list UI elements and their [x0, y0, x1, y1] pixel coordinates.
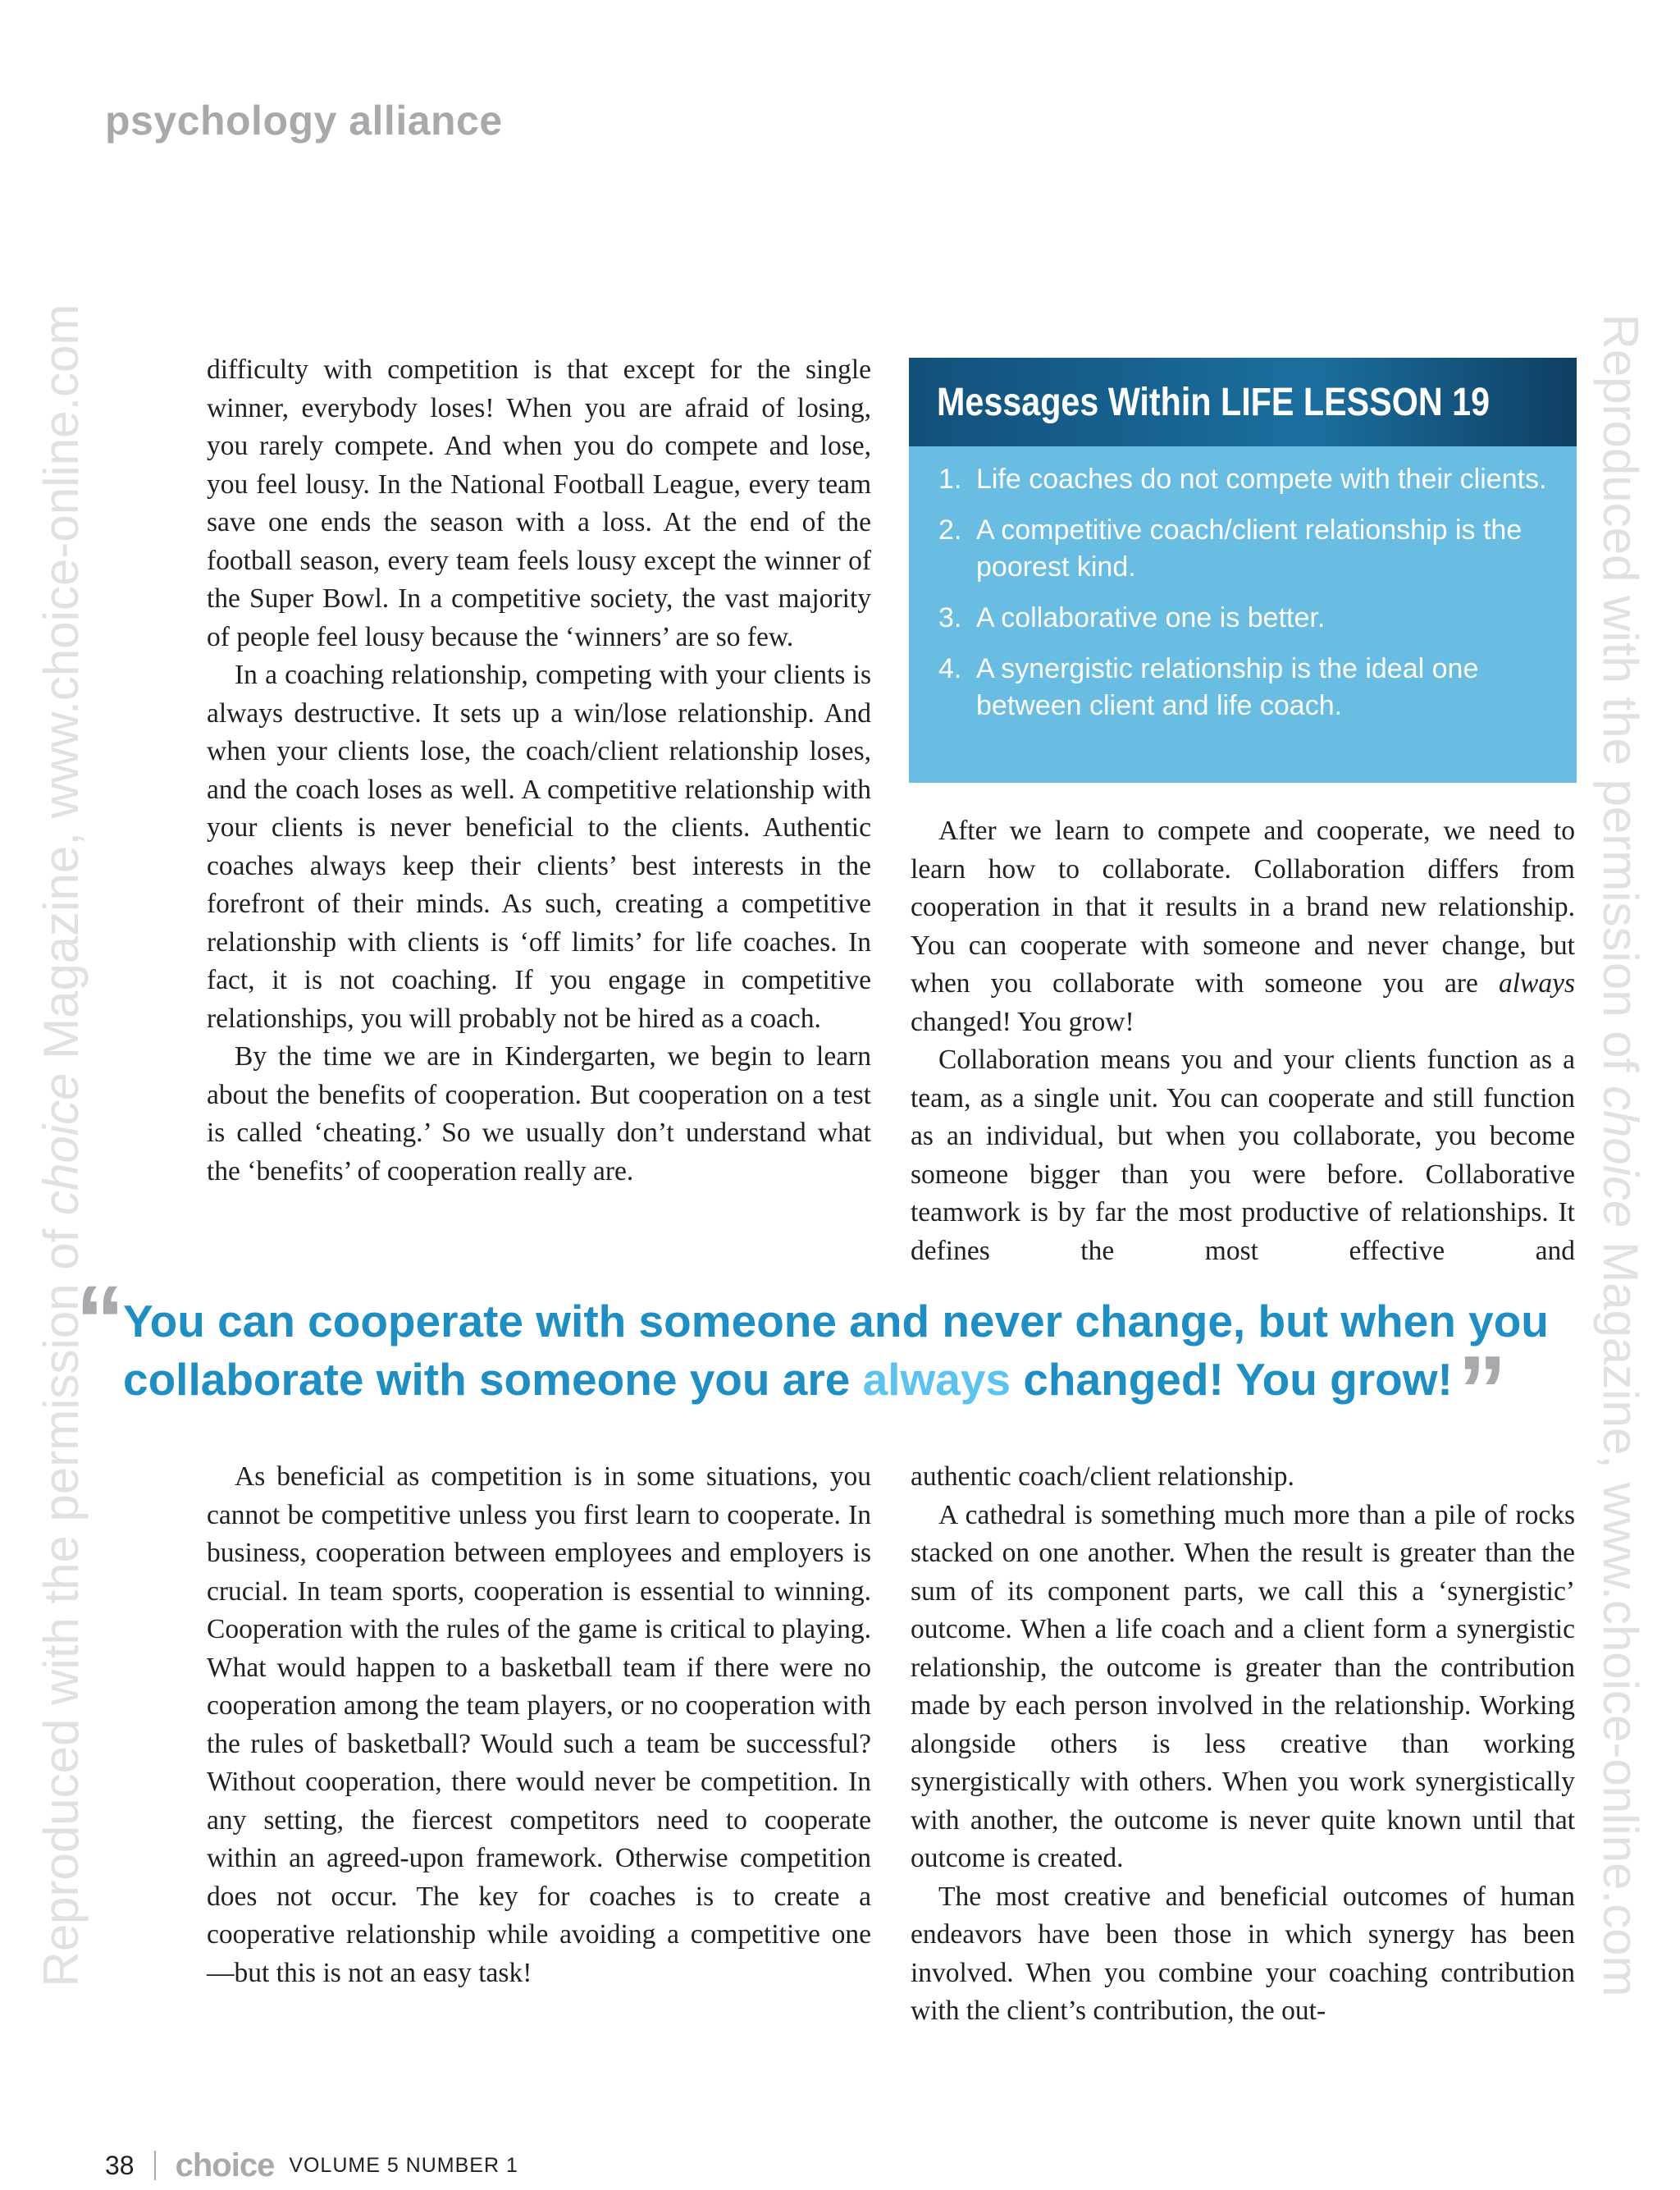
- pull-quote-line-1: You can cooperate with someone and never change, but when you: [123, 1296, 1549, 1346]
- page-footer: [105, 2147, 518, 2183]
- pull-quote-text: changed! You grow!: [1011, 1354, 1453, 1405]
- watermark-left-post: Magazine, www.choice-online.com: [34, 304, 89, 1073]
- page-number: 38: [105, 2150, 135, 2180]
- sidebar-item: [909, 651, 1577, 725]
- sidebar-item-text: Life coaches do not compete with their clients.: [976, 464, 1547, 495]
- section-heading: psychology alliance: [105, 98, 503, 144]
- issue-label: VOLUME 5 NUMBER 1: [289, 2153, 518, 2177]
- sidebar-title: Messages Within LIFE LESSON 19: [937, 380, 1491, 424]
- paragraph: A cathedral is something much more than a pile of rocks stacked on one another. When the result is greater than the sum of its component parts, we call this a ‘synergistic’ outcome. When a life coach and a client form a synergistic relationship, the outcome is greater than the contribution made by each person involved in the relationship. Working alongside others is less creative than working synergistically with others. When you work synergistically with another, the outcome is never quite known until that outcome is created.: [911, 1499, 1575, 1873]
- paragraph-text: changed! You grow!: [911, 1006, 1134, 1037]
- sidebar-item-text: A synergistic relationship is the ideal one between client and life coach.: [976, 653, 1479, 721]
- watermark-right: [1591, 130, 1650, 2181]
- emphasis-text: always: [1498, 968, 1575, 999]
- article-column-1: [207, 351, 871, 1191]
- sidebar-item: [909, 461, 1577, 498]
- pull-quote-highlight: always: [862, 1354, 1011, 1405]
- sidebar-item: [909, 600, 1577, 637]
- watermark-left-pre: Reproduced with the permission of: [34, 1215, 89, 1987]
- watermark-left: [32, 120, 91, 2171]
- watermark-right-post: Magazine, www.choice-online.com: [1593, 1228, 1648, 1997]
- watermark-right-pre: Reproduced with the permission of: [1593, 313, 1648, 1086]
- sidebar-item-text: A competitive coach/client relationship is the poorest kind.: [976, 514, 1522, 583]
- footer-divider: [154, 2151, 156, 2180]
- paragraph: authentic coach/client relationship.: [911, 1461, 1294, 1492]
- sidebar-item-number: 2.: [938, 514, 962, 546]
- article-column-2: [911, 812, 1575, 1270]
- paragraph: Collaboration means you and your clients function as a team, as a single unit. You can cooperate and still function as an individual, but when you collaborate, you become someone bigger than you were before. Collaborative teamwork is by far the most productive of relationships. It defines the most effective and: [911, 1045, 1575, 1266]
- paragraph: [911, 812, 1575, 1041]
- paragraph: As beneficial as competition is in some situations, you cannot be competitive unless you first learn to cooperate. In business, cooperation between employees and employers is crucial. In team sports, cooperation is essential to winning. Cooperation with the rules of the game is critical to playing. What would happen to a basketball team if there were no cooperation among the team players, or no cooperation with the rules of basketball? Would such a team be successful? Without cooperation, there would never be competition. In any setting, the fiercest competitors need to cooperate within an agreed-upon framework. Otherwise competition does not occur. The key for coaches is to create a cooperative relationship while avoiding a competitive one—but this is not an easy task!: [207, 1461, 871, 1988]
- watermark-left-em: choice: [34, 1072, 89, 1216]
- pull-quote-text: collaborate with someone you are: [123, 1354, 863, 1405]
- open-quote-mark: “: [75, 1265, 125, 1375]
- paragraph-text: After we learn to compete and cooperate, we need to learn how to collaborate. Collaboration differs from cooperation in that it results in a brand new relationship. You can cooperate with someone and never change, but when you collaborate with someone you are: [911, 816, 1575, 999]
- paragraph: difficulty with competition is that except for the single winner, everybody loses! When you are afraid of losing, you rarely compete. And when you do compete and lose, you feel lousy. In the National Football League, every team save one ends the season with a loss. At the end of the football season, every team feels lousy except the winner of the Super Bowl. In a competitive society, the vast majority of people feel lousy because the ‘winners’ are so few.: [207, 354, 871, 652]
- sidebar-title-bar: [909, 358, 1577, 446]
- pull-quote: [75, 1265, 1641, 1446]
- sidebar-item-number: 3.: [938, 602, 962, 633]
- paragraph: By the time we are in Kindergarten, we begin to learn about the benefits of cooperation. But cooperation on a test is called ‘cheating.’ So we usually don’t understand what the ‘benefits’ of cooperation really are.: [207, 1041, 871, 1186]
- pull-quote-line-2: [82, 1336, 1641, 1446]
- close-quote-mark: ”: [1457, 1336, 1507, 1446]
- sidebar-item-text: A collaborative one is better.: [976, 602, 1326, 633]
- article-column-3: [207, 1458, 871, 1992]
- sidebar-box: [909, 358, 1577, 783]
- paragraph: In a coaching relationship, competing with your clients is always destructive. It sets up a win/lose relationship. And when your clients lose, the coach/client relationship loses, and the coach loses as well. A competitive relationship with your clients is never beneficial to the clients. Authentic coaches always keep their clients’ best interests in the forefront of their minds. As such, creating a competitive relationship with clients is ‘off limits’ for life coaches. In fact, it is not coaching. If you engage in competitive relationships, you will probably not be hired as a coach.: [207, 660, 871, 1034]
- sidebar-item-number: 4.: [938, 653, 962, 684]
- sidebar-item: [909, 512, 1577, 586]
- watermark-right-em: choice: [1593, 1085, 1648, 1228]
- article-column-4: [911, 1458, 1575, 2031]
- magazine-logo: choice: [175, 2147, 275, 2183]
- sidebar-list: [909, 461, 1577, 725]
- sidebar-item-number: 1.: [938, 464, 962, 495]
- paragraph: The most creative and beneficial outcomes of human endeavors have been those in which synergy has been involved. When you combine your coaching contribution with the client’s contribution, the out-: [911, 1881, 1575, 2026]
